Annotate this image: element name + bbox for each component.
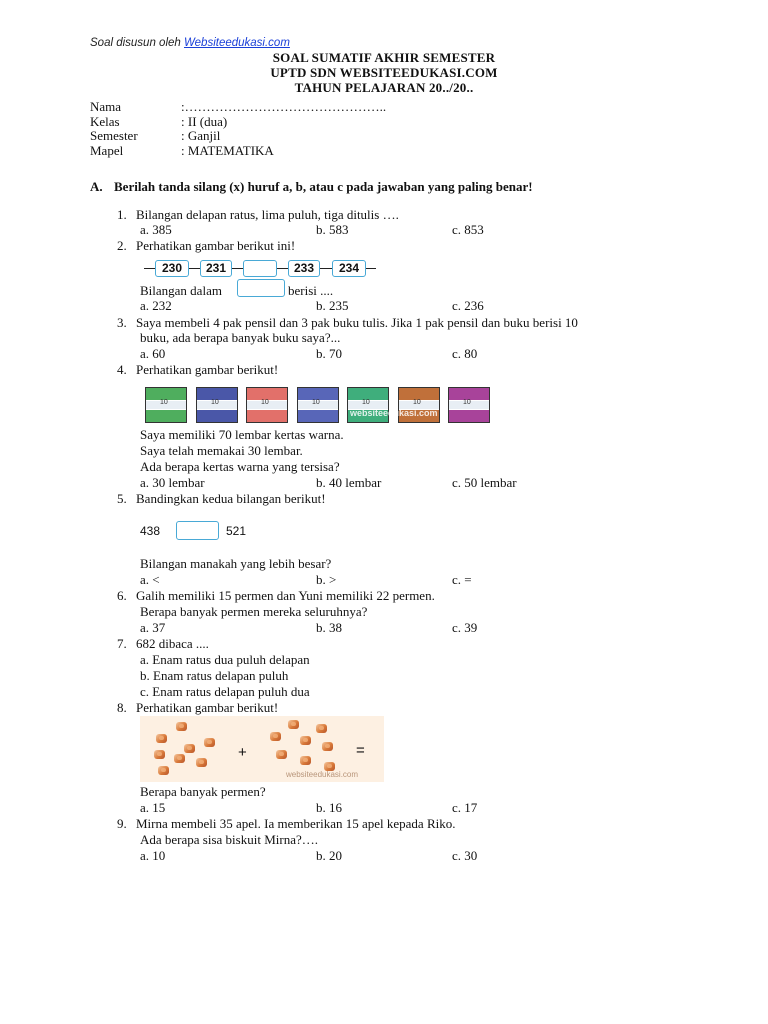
identity-label-mapel: Mapel bbox=[90, 143, 124, 158]
q3-text: Saya membeli 4 pak pensil dan 3 pak buku tulis. Jika 1 pak pensil dan buku berisi 10 bbox=[136, 315, 578, 330]
credit-line bbox=[90, 37, 290, 49]
q4-number: 4. bbox=[117, 362, 127, 377]
q5-left-number: 438 bbox=[140, 524, 161, 538]
q2-prompt-after: berisi .... bbox=[288, 283, 334, 298]
identity-value-semester: : Ganjil bbox=[181, 128, 221, 143]
candy bbox=[300, 756, 311, 765]
candy bbox=[184, 744, 195, 753]
q9-text-2: Ada berapa sisa biskuit Mirna?…. bbox=[140, 832, 318, 847]
identity-label-nama: Nama bbox=[90, 99, 122, 114]
q2-prompt-before: Bilangan dalam bbox=[140, 283, 222, 298]
q5-option-a[interactable]: a. < bbox=[140, 572, 160, 587]
q6-option-a[interactable]: a. 37 bbox=[140, 620, 166, 635]
q5-option-c[interactable]: c. = bbox=[452, 572, 472, 587]
q5-compare-box bbox=[176, 521, 219, 540]
school-name: UPTD SDN WEBSITEEDUKASI.COM bbox=[270, 65, 498, 80]
q2-inline-box bbox=[237, 279, 285, 297]
q6-option-c[interactable]: c. 39 bbox=[452, 620, 478, 635]
q1-option-c[interactable]: c. 853 bbox=[452, 222, 484, 237]
paper-stack-7 bbox=[448, 387, 490, 423]
paper-label: 10 bbox=[312, 399, 320, 406]
candy bbox=[322, 742, 333, 751]
candy bbox=[154, 750, 165, 759]
q8-equals-sign: = bbox=[356, 742, 365, 759]
candy bbox=[158, 766, 169, 775]
q5-text: Bandingkan kedua bilangan berikut! bbox=[136, 491, 326, 506]
q7-number: 7. bbox=[117, 636, 127, 651]
q8-text: Perhatikan gambar berikut! bbox=[136, 700, 279, 715]
q9-option-c[interactable]: c. 30 bbox=[452, 848, 478, 863]
q4-option-c[interactable]: c. 50 lembar bbox=[452, 475, 517, 490]
q9-text: Mirna membeli 35 apel. Ia memberikan 15 apel kepada Riko. bbox=[136, 816, 456, 831]
q9-option-b[interactable]: b. 20 bbox=[316, 848, 342, 863]
q8-option-a[interactable]: a. 15 bbox=[140, 800, 166, 815]
exam-title: SOAL SUMATIF AKHIR SEMESTER bbox=[272, 50, 496, 65]
q8-plus-sign: + bbox=[238, 744, 247, 761]
paper-stack-3 bbox=[246, 387, 288, 423]
q8-option-c[interactable]: c. 17 bbox=[452, 800, 478, 815]
identity-label-semester: Semester bbox=[90, 128, 138, 143]
credit-prefix: Soal disusun oleh bbox=[90, 37, 181, 49]
q4-line-1: Saya memiliki 70 lembar kertas warna. bbox=[140, 427, 344, 442]
paper-label: 10 bbox=[413, 399, 421, 406]
candy bbox=[270, 732, 281, 741]
q4-line-3: Ada berapa kertas warna yang tersisa? bbox=[140, 459, 340, 474]
candy bbox=[174, 754, 185, 763]
identity-value-mapel: : MATEMATIKA bbox=[181, 143, 274, 158]
q8-watermark: websiteedukasi.com bbox=[286, 770, 359, 779]
identity-value-kelas: : II (dua) bbox=[181, 114, 228, 129]
paper-label: 10 bbox=[362, 399, 370, 406]
candy bbox=[176, 722, 187, 731]
q2-box-1: 230 bbox=[155, 260, 189, 277]
q5-option-b[interactable]: b. > bbox=[316, 572, 337, 587]
q5-number: 5. bbox=[117, 491, 127, 506]
q1-option-a[interactable]: a. 385 bbox=[140, 222, 172, 237]
q9-number: 9. bbox=[117, 816, 127, 831]
q9-option-a[interactable]: a. 10 bbox=[140, 848, 166, 863]
paper-label: 10 bbox=[261, 399, 269, 406]
candy bbox=[288, 720, 299, 729]
paper-label: 10 bbox=[211, 399, 219, 406]
q4-watermark: websiteedukasi.com bbox=[350, 408, 438, 418]
q3-option-c[interactable]: c. 80 bbox=[452, 346, 478, 361]
candy bbox=[276, 750, 287, 759]
q7-option-a[interactable]: a. Enam ratus dua puluh delapan bbox=[140, 652, 310, 667]
q5-right-number: 521 bbox=[226, 524, 247, 538]
q2-box-4: 233 bbox=[288, 260, 320, 277]
q1-text: Bilangan delapan ratus, lima puluh, tiga ditulis …. bbox=[136, 207, 399, 222]
q7-text: 682 dibaca .... bbox=[136, 636, 209, 651]
q1-number: 1. bbox=[117, 207, 127, 222]
q6-text: Galih memiliki 15 permen dan Yuni memiliki 22 permen. bbox=[136, 588, 435, 603]
q8-candy-image bbox=[140, 716, 384, 782]
candy bbox=[316, 724, 327, 733]
q2-option-c[interactable]: c. 236 bbox=[452, 298, 484, 313]
section-instruction: Berilah tanda silang (x) huruf a, b, atau c pada jawaban yang paling benar! bbox=[114, 179, 533, 194]
candy bbox=[300, 736, 311, 745]
credit-link[interactable]: Websiteedukasi.com bbox=[184, 37, 290, 49]
paper-stack-2 bbox=[196, 387, 238, 423]
q2-box-2: 231 bbox=[200, 260, 232, 277]
q2-option-b[interactable]: b. 235 bbox=[316, 298, 349, 313]
q6-text-2: Berapa banyak permen mereka seluruhnya? bbox=[140, 604, 368, 619]
q4-text: Perhatikan gambar berikut! bbox=[136, 362, 279, 377]
section-letter: A. bbox=[90, 179, 103, 194]
paper-stack-1 bbox=[145, 387, 187, 423]
q4-option-b[interactable]: b. 40 lembar bbox=[316, 475, 382, 490]
q3-number: 3. bbox=[117, 315, 127, 330]
candy bbox=[156, 734, 167, 743]
q3-text-2: buku, ada berapa banyak buku saya?... bbox=[140, 330, 341, 345]
identity-label-kelas: Kelas bbox=[90, 114, 120, 129]
q7-option-b[interactable]: b. Enam ratus delapan puluh bbox=[140, 668, 289, 683]
q2-number: 2. bbox=[117, 238, 127, 253]
q6-option-b[interactable]: b. 38 bbox=[316, 620, 342, 635]
q5-question: Bilangan manakah yang lebih besar? bbox=[140, 556, 332, 571]
q3-option-a[interactable]: a. 60 bbox=[140, 346, 166, 361]
q2-box-5: 234 bbox=[332, 260, 366, 277]
q8-option-b[interactable]: b. 16 bbox=[316, 800, 342, 815]
paper-stack-4 bbox=[297, 387, 339, 423]
school-year: TAHUN PELAJARAN 20../20.. bbox=[294, 80, 474, 95]
paper-label: 10 bbox=[160, 399, 168, 406]
q8-question: Berapa banyak permen? bbox=[140, 784, 266, 799]
q2-text: Perhatikan gambar berikut ini! bbox=[136, 238, 296, 253]
candy bbox=[204, 738, 215, 747]
q2-option-a[interactable]: a. 232 bbox=[140, 298, 172, 313]
q4-option-a[interactable]: a. 30 lembar bbox=[140, 475, 205, 490]
q1-option-b[interactable]: b. 583 bbox=[316, 222, 349, 237]
q3-option-b[interactable]: b. 70 bbox=[316, 346, 342, 361]
q2-box-blank bbox=[243, 260, 277, 277]
paper-label: 10 bbox=[463, 399, 471, 406]
q8-number: 8. bbox=[117, 700, 127, 715]
q7-option-c[interactable]: c. Enam ratus delapan puluh dua bbox=[140, 684, 310, 699]
candy bbox=[196, 758, 207, 767]
q4-line-2: Saya telah memakai 30 lembar. bbox=[140, 443, 303, 458]
identity-value-nama: :……………………………………….. bbox=[181, 99, 387, 114]
q6-number: 6. bbox=[117, 588, 127, 603]
